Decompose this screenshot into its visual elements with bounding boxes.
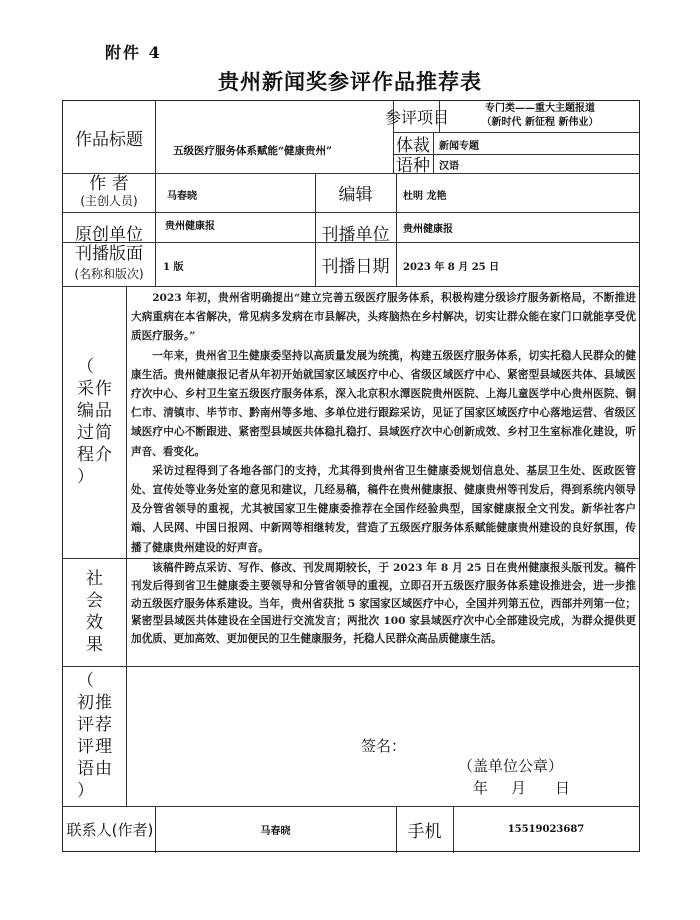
language-label: 语种 xyxy=(396,156,430,176)
publish-date-value: 2023 年 8 月 25 日 xyxy=(403,262,500,273)
date-month-label: 月 xyxy=(511,779,527,797)
origin-unit-label: 原创单位 xyxy=(75,225,143,245)
recommendation-char: 语 xyxy=(77,759,94,779)
process-label-char: 编 xyxy=(77,401,94,421)
recommendation-char: 由 xyxy=(95,759,112,779)
category-value xyxy=(442,102,638,130)
phone-label: 手机 xyxy=(407,822,442,842)
seal-label: （盖单位公章） xyxy=(458,757,564,775)
author-label-line1: 作 者 xyxy=(89,173,129,194)
process-paragraph: 2023 年初，贵州省明确提出“建立完善五级医疗服务体系，积极构建分级诊疗服务新格局，不断推进大病重病在本省解决，常见病多发病在市县解决，头疼脑热在乡村解决，切实让群众能在家门口就能享受优质医疗服务。” xyxy=(131,292,636,343)
editor-value: 杜明 龙艳 xyxy=(403,191,447,202)
social-effect-text xyxy=(131,560,636,649)
recommendation-label-col1 xyxy=(77,670,94,802)
social-effect-char: 会 xyxy=(86,591,103,611)
recommendation-char: 推 xyxy=(95,693,112,713)
process-label-char: 过 xyxy=(77,423,94,443)
category-label: 参评项目 xyxy=(385,108,450,127)
recommendation-char: 评 xyxy=(77,715,94,735)
work-title-label: 作品标题 xyxy=(75,129,143,150)
publish-unit-label: 刊播单位 xyxy=(321,225,390,245)
process-label-char: （ xyxy=(77,357,94,377)
process-paragraph: 一年来，贵州省卫生健康委坚持以高质量发展为统揽，构建五级医疗服务体系，切实托稳人民群众的健康生活。贵州健康报记者从年初开始就国家区域医疗中心、省级区域医疗中心、紧密型县域医共体、县域医疗次中心、乡村卫生室五级医疗服务体系，深入北京积水潭医院贵州医院、上海儿童医学中心贵州医院、铜仁市、清镇市、毕节市、黔南州等多地、多单位进行跟踪采访，见证了国家区域医疗中心落地运营、省级区域医疗中心不断跟进、紧密型县域医共体稳扎稳打、县域医疗次中心创新成效、乡村卫生室标准化建设，听声音、看变化。 xyxy=(131,349,636,458)
publish-page-label-line1: 刊播版面 xyxy=(75,244,143,264)
process-label-char: 作 xyxy=(95,379,112,399)
category-value-line2: （新时代 新征程 新伟业） xyxy=(481,117,599,128)
recommendation-label-col2 xyxy=(95,692,112,780)
category-value-line1: 专门类——重大主题报道 xyxy=(485,103,595,114)
publish-page-value: 1 版 xyxy=(163,262,184,273)
signature-label: 签名： xyxy=(361,737,407,755)
author-value: 马春晓 xyxy=(167,191,197,202)
recommendation-label xyxy=(63,666,126,806)
genre-label: 体裁 xyxy=(396,135,430,156)
editor-label: 编辑 xyxy=(338,185,373,205)
origin-unit-value: 贵州健康报 xyxy=(165,221,215,232)
recommendation-char: 初 xyxy=(77,693,94,713)
recommendation-form xyxy=(62,100,640,852)
publish-date-label: 刊播日期 xyxy=(321,256,390,277)
date-year-label: 年 xyxy=(473,779,489,797)
date-day-label: 日 xyxy=(555,779,571,797)
process-label-char: ） xyxy=(77,467,94,487)
attachment-label: 附件 4 xyxy=(105,43,162,62)
process-label-char: 采 xyxy=(77,379,94,399)
recommendation-char: 评 xyxy=(77,737,94,757)
author-label-line2: (主创人员) xyxy=(80,193,138,208)
contact-label: 联系人(作者) xyxy=(66,821,154,839)
process-label-col2 xyxy=(95,378,112,466)
process-label-col1 xyxy=(77,356,94,488)
process-paragraph: 采访过程得到了各地各部门的支持，尤其得到贵州省卫生健康委规划信息处、基层卫生处、医政医管处、宣传处等业务处室的意见和建议，几经易稿，稿件在贵州健康报、健康贵州等刊发后，得到系统内领导及分管省领导的重视，尤其被国家卫生健康委推荐在全国作经验典型，国家健康报全文刊发。新华社客户端、人民网、中国日报网、中新网等相继转发，营造了五级医疗服务体系赋能健康贵州建设的良好氛围，传播了健康贵州建设的好声音。 xyxy=(131,464,636,554)
genre-value: 新闻专题 xyxy=(439,141,479,152)
language-value: 汉语 xyxy=(439,161,459,172)
process-label-char: 简 xyxy=(95,423,112,443)
recommendation-char: 荐 xyxy=(95,715,112,735)
contact-value: 马春晓 xyxy=(260,826,291,837)
recommendation-char: 理 xyxy=(95,737,112,757)
phone-value: 15519023687 xyxy=(507,824,585,835)
form-title: 贵州新闻奖参评作品推荐表 xyxy=(218,69,482,94)
social-effect-char: 效 xyxy=(86,613,103,633)
process-text xyxy=(131,289,636,558)
process-label-char: 介 xyxy=(95,445,112,465)
process-label-char: 程 xyxy=(77,445,94,465)
social-effect-paragraph: 该稿件跨点采访、写作、修改、刊发周期较长，于 2023 年 8 月 25 日在贵州健康报头版刊发。稿件刊发后得到省卫生健康委主要领导和分管省领导的重视，立即召开五级医疗服务体系建设推进会，进一步推动五级医疗服务体系建设。当年，贵州省获批 5 家国家区域医疗中心，全国并列第五位，西部并列第一位；紧密型县域医共体建设在全国进行交流发言；两批次 100 家县域医疗次中心全部建设完成，为群众提供更加优质、更加高效、更加便民的卫生健康服务，托稳人民群众高品质健康生活。 xyxy=(131,562,636,646)
publish-page-label xyxy=(63,242,155,286)
author-label xyxy=(63,173,155,212)
social-effect-char: 果 xyxy=(86,635,103,655)
publish-page-label-line2: (名称和版次) xyxy=(74,267,144,281)
recommendation-char: ） xyxy=(77,781,94,801)
social-effect-char: 社 xyxy=(86,569,103,589)
process-label-char: 品 xyxy=(95,401,112,421)
recommendation-char: （ xyxy=(77,671,94,691)
publish-unit-value: 贵州健康报 xyxy=(403,224,453,235)
work-title-value: 五级医疗服务体系赋能“健康贵州” xyxy=(173,145,333,157)
process-label xyxy=(63,286,126,558)
social-effect-label xyxy=(63,558,126,666)
